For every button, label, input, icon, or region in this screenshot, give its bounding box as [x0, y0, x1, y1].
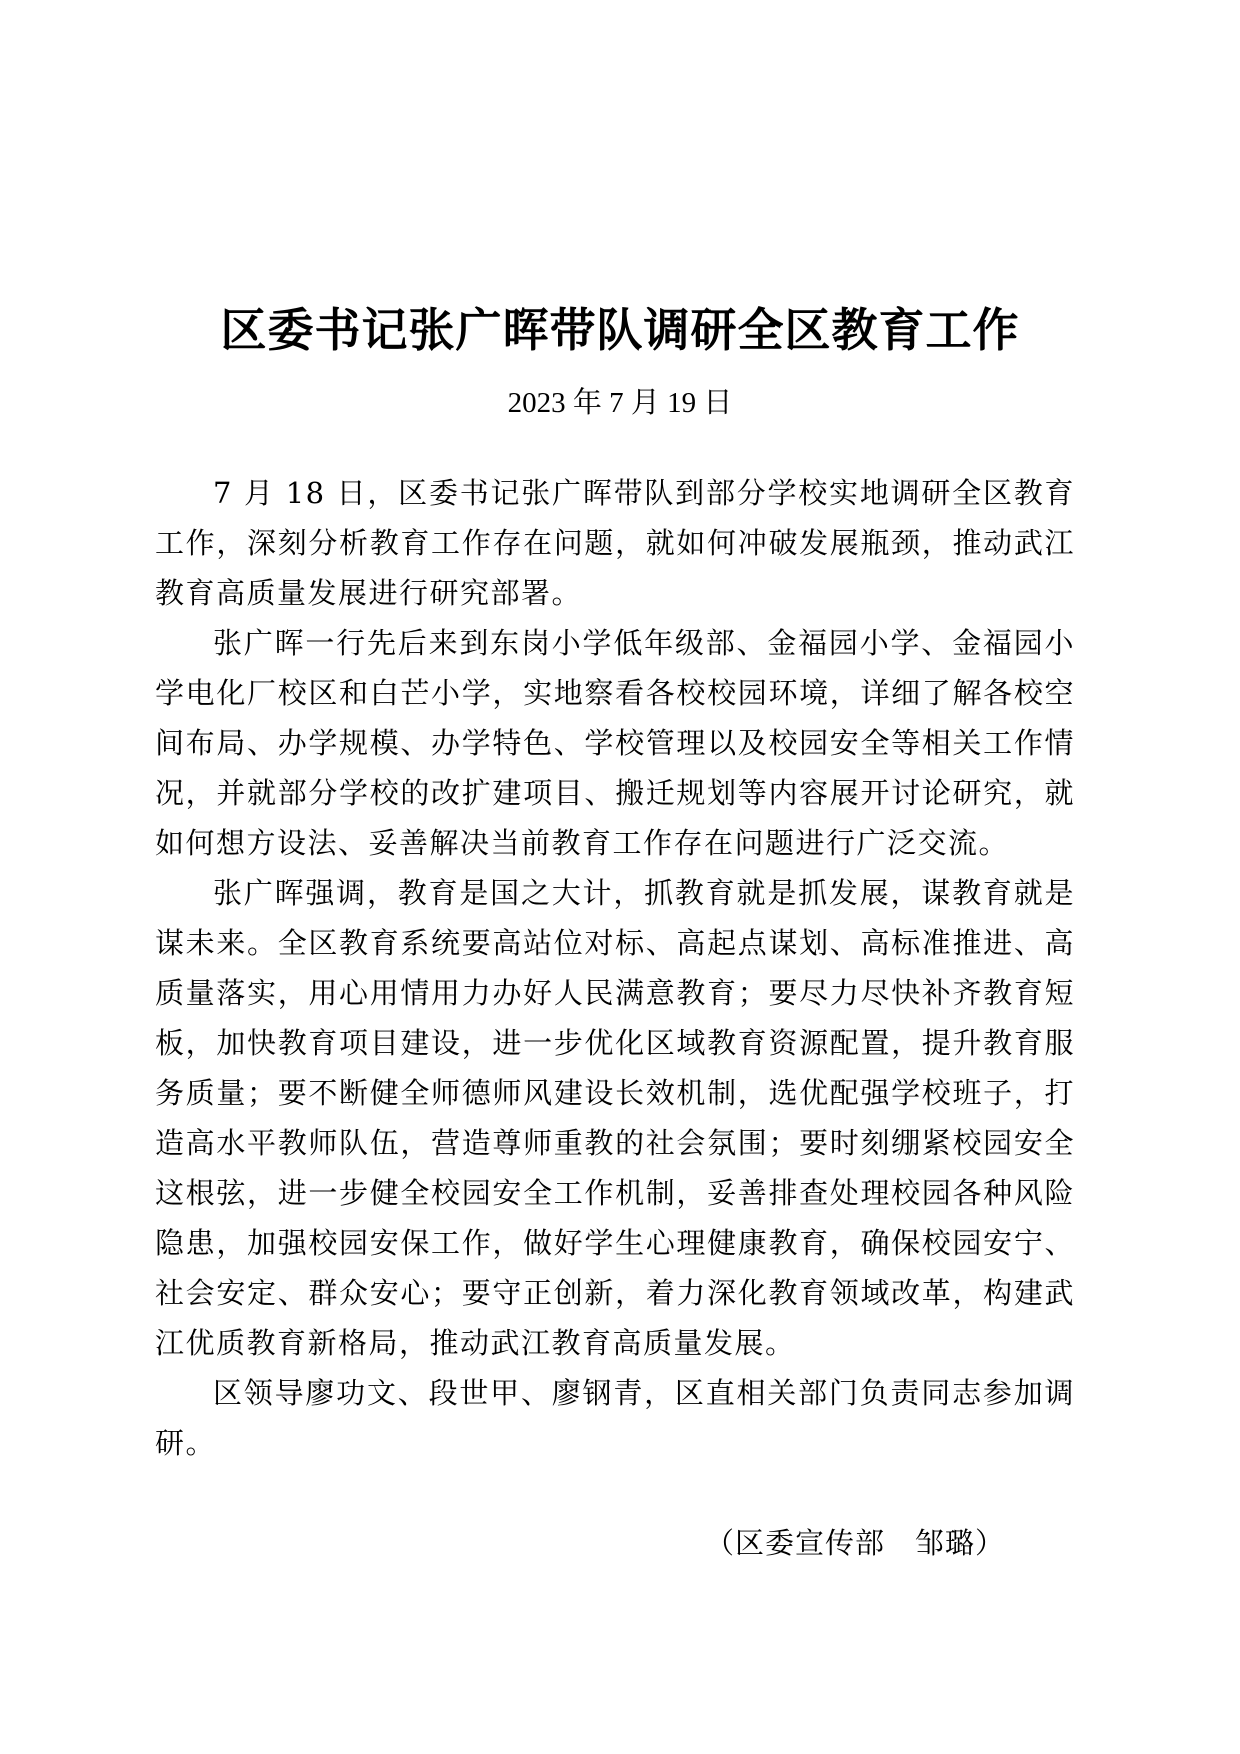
- document-date: 2023 年 7 月 19 日: [507, 387, 733, 419]
- author-signature: （区委宣传部 邹璐）: [704, 1526, 1005, 1560]
- paragraph-3: 张广晖强调，教育是国之大计，抓教育就是抓发展，谋教育就是谋未来。全区教育系统要高站位对标、高起点谋划、高标准推进、高质量落实，用心用情用力办好人民满意教育；要尽力尽快补齐教育短板，加快教育项目建设，进一步优化区域教育资源配置，提升教育服务质量；要不断健全师德师风建设长效机制，选优配强学校班子，打造高水平教师队伍，营造尊师重教的社会氛围；要时刻绷紧校园安全这根弦，进一步健全校园安全工作机制，妥善排查处理校园各种风险隐患，加强校园安保工作，做好学生心理健康教育，确保校园安宁、社会安定、群众安心；要守正创新，着力深化教育领域改革，构建武江优质教育新格局，推动武江教育高质量发展。: [155, 876, 1075, 1360]
- paragraph-4: 区领导廖功文、段世甲、廖钢青，区直相关部门负责同志参加调研。: [155, 1376, 1075, 1460]
- document-title: 区委书记张广晖带队调研全区教育工作: [220, 303, 1020, 357]
- paragraph-1: 7 月 18 日，区委书记张广晖带队到部分学校实地调研全区教育工作，深刻分析教育工作存在问题，就如何冲破发展瓶颈，推动武江教育高质量发展进行研究部署。: [155, 476, 1075, 610]
- document-body: [155, 468, 1075, 1468]
- paragraph-2: 张广晖一行先后来到东岗小学低年级部、金福园小学、金福园小学电化厂校区和白芒小学，实地察看各校校园环境，详细了解各校空间布局、办学规模、办学特色、学校管理以及校园安全等相关工作情况，并就部分学校的改扩建项目、搬迁规划等内容展开讨论研究，就如何想方设法、妥善解决当前教育工作存在问题进行广泛交流。: [155, 626, 1075, 860]
